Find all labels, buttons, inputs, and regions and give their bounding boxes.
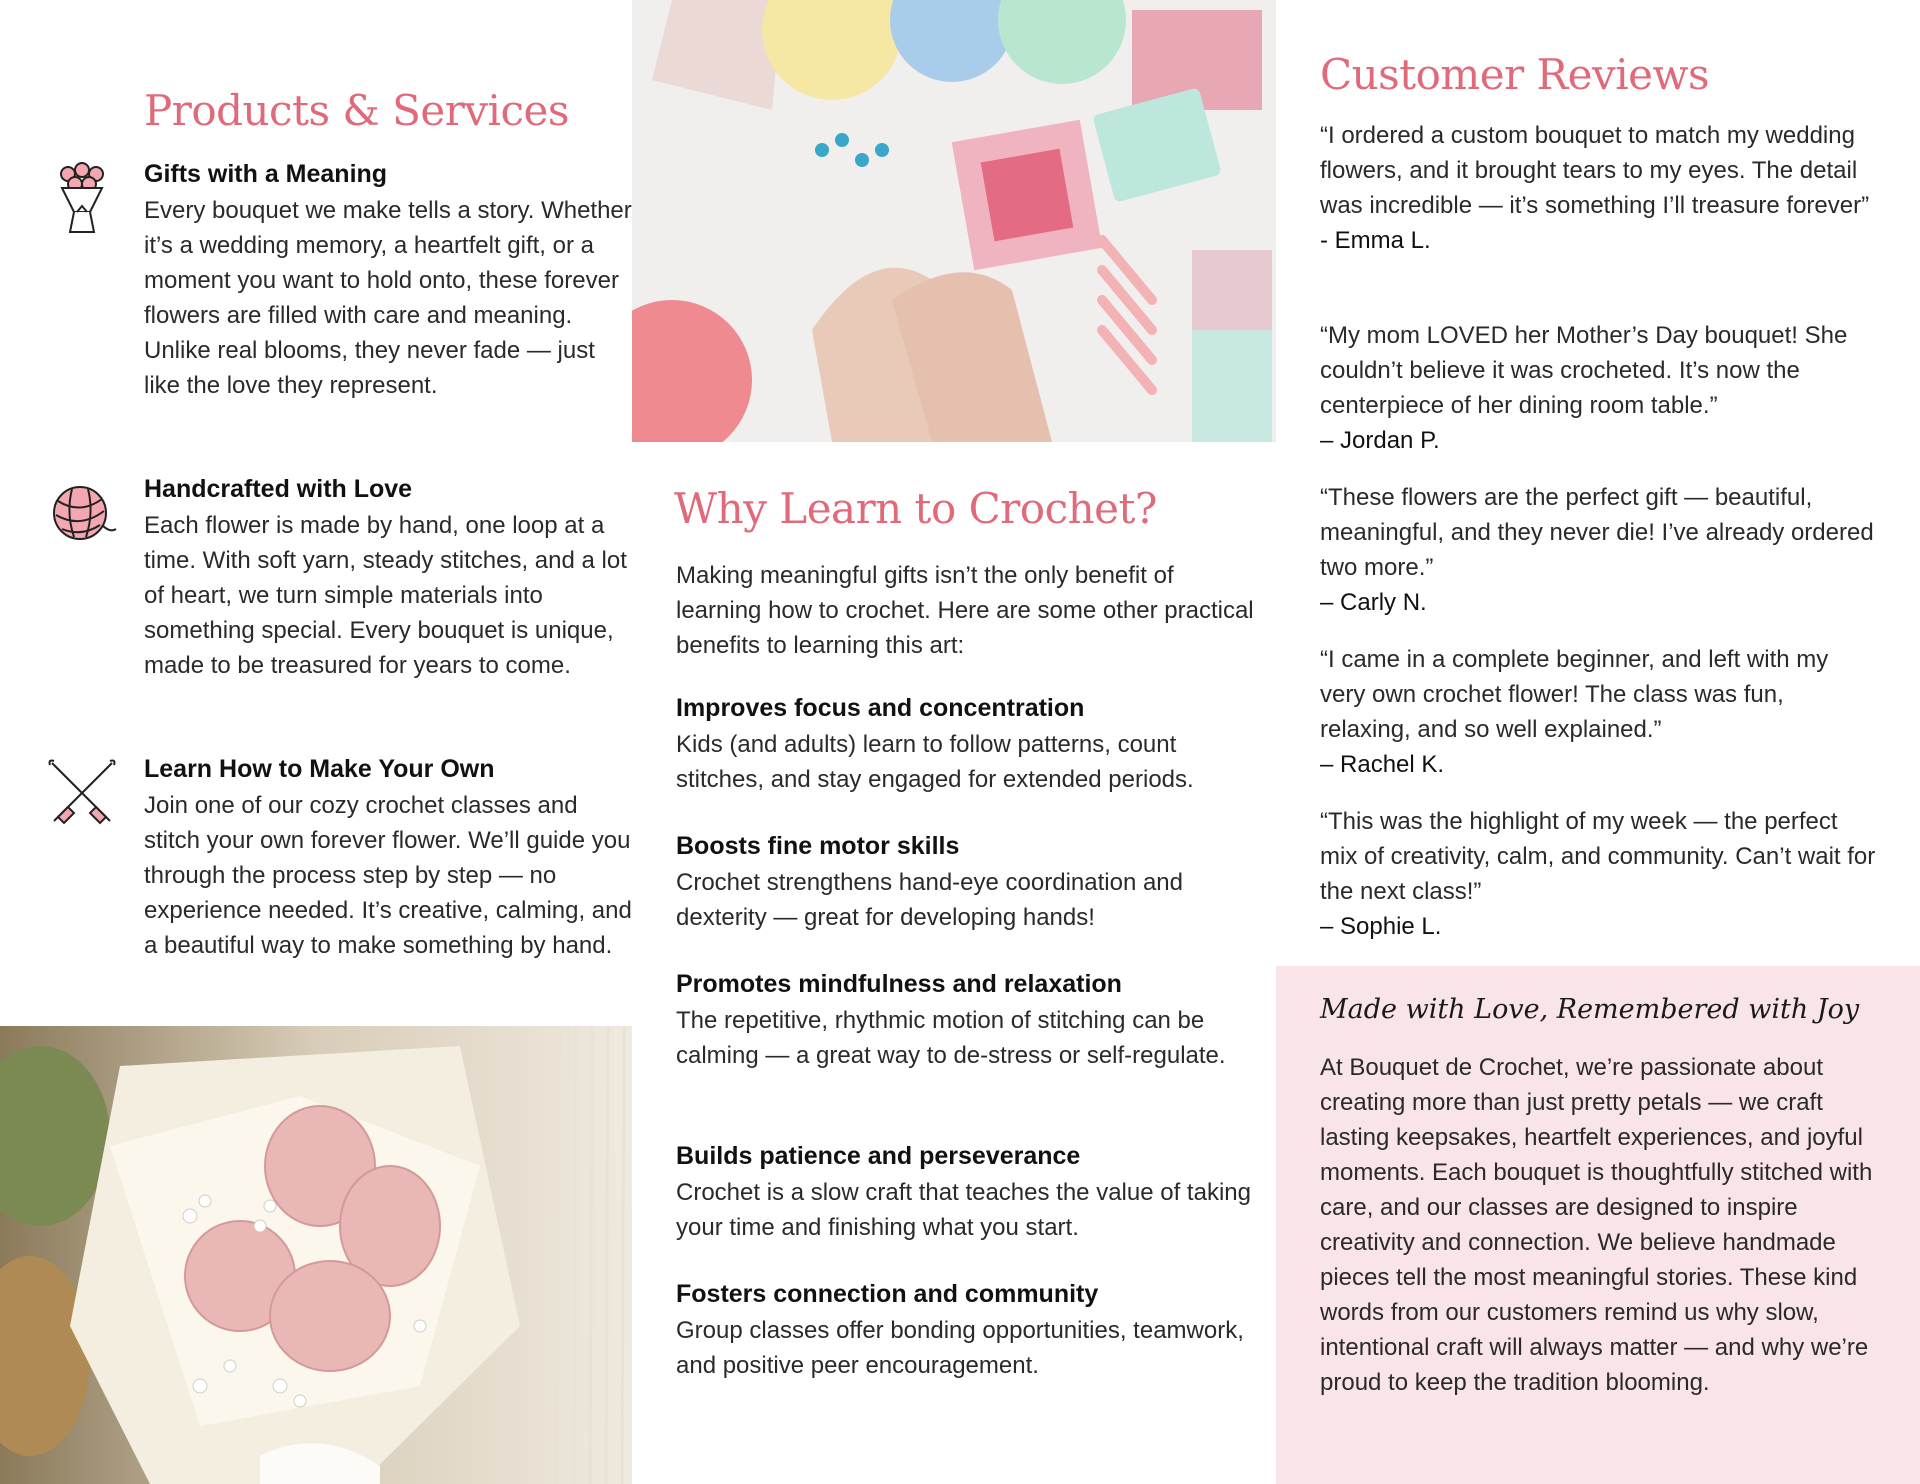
yarn-ball-icon — [44, 475, 120, 551]
review-author: – Rachel K. — [1320, 751, 1445, 778]
why-column — [632, 0, 1276, 1484]
benefit-title: Boosts fine motor skills — [676, 832, 960, 860]
why-title: Why Learn to Crochet? — [674, 484, 1157, 533]
benefit-text: The repetitive, rhythmic motion of stitching can be calming — a great way to de-stress or self-regulate. — [676, 1007, 1226, 1069]
benefit-text: Group classes offer bonding opportunities, teamwork, and positive peer encouragement. — [676, 1317, 1244, 1379]
benefit-text: Kids (and adults) learn to follow patterns, count stitches, and stay engaged for extended periods. — [676, 731, 1194, 793]
review-author: – Carly N. — [1320, 589, 1427, 616]
benefit-text: Crochet strengthens hand-eye coordination and dexterity — great for developing hands! — [676, 869, 1183, 931]
service-text: Every bouquet we make tells a story. Whether it’s a wedding memory, a heartfelt gift, or a moment you want to hold onto, these forever flowers are filled with care and meaning. Unlike real blooms, they never fade — just like the love they represent. — [144, 197, 632, 399]
service-title: Gifts with a Meaning — [144, 160, 388, 188]
service-text: Join one of our cozy crochet classes and stitch your own forever flower. We’ll guide you through the process step by step — no experience needed. It’s creative, calming, and a beautiful way to make something by hand. — [144, 792, 632, 959]
benefit-item — [676, 694, 1266, 797]
review-quote: “These flowers are the perfect gift — beautiful, meaningful, and they never die! I’ve already ordered two more.” — [1320, 484, 1874, 581]
crochet-supplies-photo — [632, 0, 1276, 442]
benefit-title: Fosters connection and community — [676, 1280, 1099, 1308]
reviews-title: Customer Reviews — [1320, 50, 1710, 99]
benefit-item — [676, 1142, 1266, 1245]
service-title: Handcrafted with Love — [144, 475, 413, 503]
about-text: At Bouquet de Crochet, we’re passionate about creating more than just pretty petals — we craft lasting keepsakes, heartfelt experiences, and joyful moments. Each bouquet is thoughtfully stitched with care, and our classes are designed to inspire creativity and connection. We believe handmade pieces tell the most meaningful stories. These kind words from our customers remind us why slow, intentional craft will always matter — and why we’re proud to keep the tradition blooming. — [1320, 1054, 1873, 1396]
crochet-hooks-icon — [44, 755, 120, 831]
about-box — [1276, 966, 1920, 1484]
review-item — [1320, 118, 1880, 258]
about-title: Made with Love, Remembered with Joy — [1320, 994, 1860, 1025]
why-intro: Making meaningful gifts isn’t the only benefit of learning how to crochet. Here are some other practical benefits to learning this art: — [676, 562, 1254, 659]
reviews-column — [1276, 0, 1920, 1484]
bouquet-photo — [0, 1026, 632, 1484]
service-text: Each flower is made by hand, one loop at a time. With soft yarn, steady stitches, and a lot of heart, we turn simple materials into something special. Every bouquet is unique, made to be treasured for years to come. — [144, 512, 627, 679]
products-column — [0, 0, 632, 1484]
benefit-item — [676, 1280, 1266, 1383]
review-item — [1320, 804, 1880, 944]
review-quote: “My mom LOVED her Mother’s Day bouquet! She couldn’t believe it was crocheted. It’s now the centerpiece of her dining room table.” — [1320, 322, 1848, 419]
products-title: Products & Services — [144, 86, 569, 135]
review-author: - Emma L. — [1320, 227, 1431, 254]
service-title: Learn How to Make Your Own — [144, 755, 495, 783]
review-item — [1320, 318, 1880, 458]
benefit-text: Crochet is a slow craft that teaches the value of taking your time and finishing what you start. — [676, 1179, 1251, 1241]
bouquet-icon — [44, 160, 120, 236]
review-item — [1320, 642, 1880, 782]
benefit-item — [676, 970, 1266, 1073]
review-author: – Jordan P. — [1320, 427, 1440, 454]
review-quote: “I ordered a custom bouquet to match my wedding flowers, and it brought tears to my eyes. The detail was incredible — it’s something I’ll treasure forever” — [1320, 122, 1870, 219]
benefit-item — [676, 832, 1266, 935]
benefit-title: Improves focus and concentration — [676, 694, 1085, 722]
review-quote: “This was the highlight of my week — the perfect mix of creativity, calm, and community. Can’t wait for the next class!” — [1320, 808, 1876, 905]
review-quote: “I came in a complete beginner, and left with my very own crochet flower! The class was fun, relaxing, and so well explained.” — [1320, 646, 1829, 743]
review-author: – Sophie L. — [1320, 913, 1442, 940]
benefit-title: Promotes mindfulness and relaxation — [676, 970, 1122, 998]
review-item — [1320, 480, 1880, 620]
benefit-title: Builds patience and perseverance — [676, 1142, 1081, 1170]
